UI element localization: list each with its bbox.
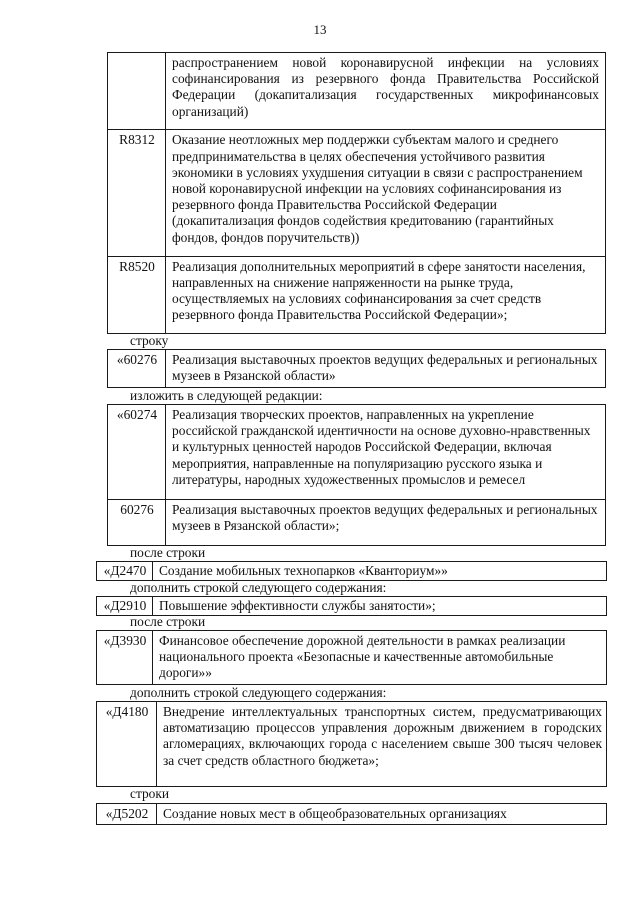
row-code: «Д2910	[97, 597, 153, 615]
row-description: распространением новой коронавирусной инфекции на условиях софинансирования из резервного фонда Правительства Российской Федерации (докапитализация государственных микрофинансовых организаций)	[172, 55, 599, 119]
row-code: «Д3930	[97, 631, 153, 684]
row-description: Реализация выставочных проектов ведущих федеральных и региональных музеев в Рязанской области»;	[166, 499, 605, 545]
row-description: Реализация творческих проектов, направленных на укрепление российской гражданской идентичности на основе духовно-нравственных и культурных ценностей народов Российской Федерации, включая мероприятия, направленные на популяризацию русского языка и литературы, народных художественных промыслов и ремесел	[172, 407, 591, 487]
instruction-text: после строки	[130, 545, 206, 560]
row-description: Оказание неотложных мер поддержки субъектам малого и среднего предпринимательства в целях обеспечения устойчивого развития экономики в условиях ухудшения ситуации в связи с распространением новой коронавирусной инфекции на условиях софинансирования из резервного фонда Правительства Российской Федерации (докапитализация фондов содействия кредитованию (гарантийных фондов, фондов поручительств))	[166, 129, 605, 255]
row-description: Финансовое обеспечение дорожной деятельности в рамках реализации национального проекта «Безопасные и качественные автомобильные дороги»»	[159, 633, 566, 681]
budget-codes-table	[107, 349, 606, 388]
row-code: «60274	[108, 405, 166, 499]
row-description: Реализация дополнительных мероприятий в сфере занятости населения, направленных на снижение напряженности на рынке труда, осуществляемых на условиях софинансирования за счет средств резервного фонда Правительства Российской Федерации»;	[166, 256, 605, 333]
page-number: 13	[313, 22, 327, 37]
row-code: R8520	[108, 256, 166, 333]
instruction-text: дополнить строкой следующего содержания:	[130, 580, 387, 595]
row-description: Реализация выставочных проектов ведущих федеральных и региональных музеев в Рязанской области»	[172, 352, 598, 384]
instruction-text: дополнить строкой следующего содержания:	[130, 685, 387, 700]
budget-codes-table	[96, 701, 607, 787]
row-description: Внедрение интеллектуальных транспортных систем, предусматривающих автоматизацию процессов управления дорожным движением в городских агломерациях, включающих города с населением свыше 300 тысяч человек за счет средств областного бюджета»;	[163, 704, 602, 768]
budget-codes-table	[96, 561, 607, 581]
budget-codes-table	[96, 803, 607, 825]
row-description: Создание новых мест в общеобразовательных организациях	[163, 806, 507, 821]
row-code: «Д4180	[97, 702, 157, 786]
instruction-text: после строки	[130, 614, 206, 629]
row-code: «Д2470	[97, 562, 153, 580]
instruction-text: строки	[130, 786, 170, 801]
row-description: Создание мобильных технопарков «Кванториум»»	[159, 563, 448, 578]
row-code: «Д5202	[97, 804, 157, 824]
budget-codes-table	[96, 630, 607, 685]
row-description: Повышение эффективности службы занятости»;	[159, 598, 436, 613]
budget-codes-table	[107, 404, 606, 546]
row-code: «60276	[108, 350, 166, 387]
budget-codes-table	[96, 596, 607, 616]
budget-codes-table	[107, 52, 606, 334]
instruction-text: строку	[130, 333, 169, 348]
instruction-text: изложить в следующей редакции:	[130, 388, 323, 403]
row-code: 60276	[108, 499, 166, 545]
row-code: R8312	[108, 129, 166, 255]
row-code	[108, 53, 166, 129]
